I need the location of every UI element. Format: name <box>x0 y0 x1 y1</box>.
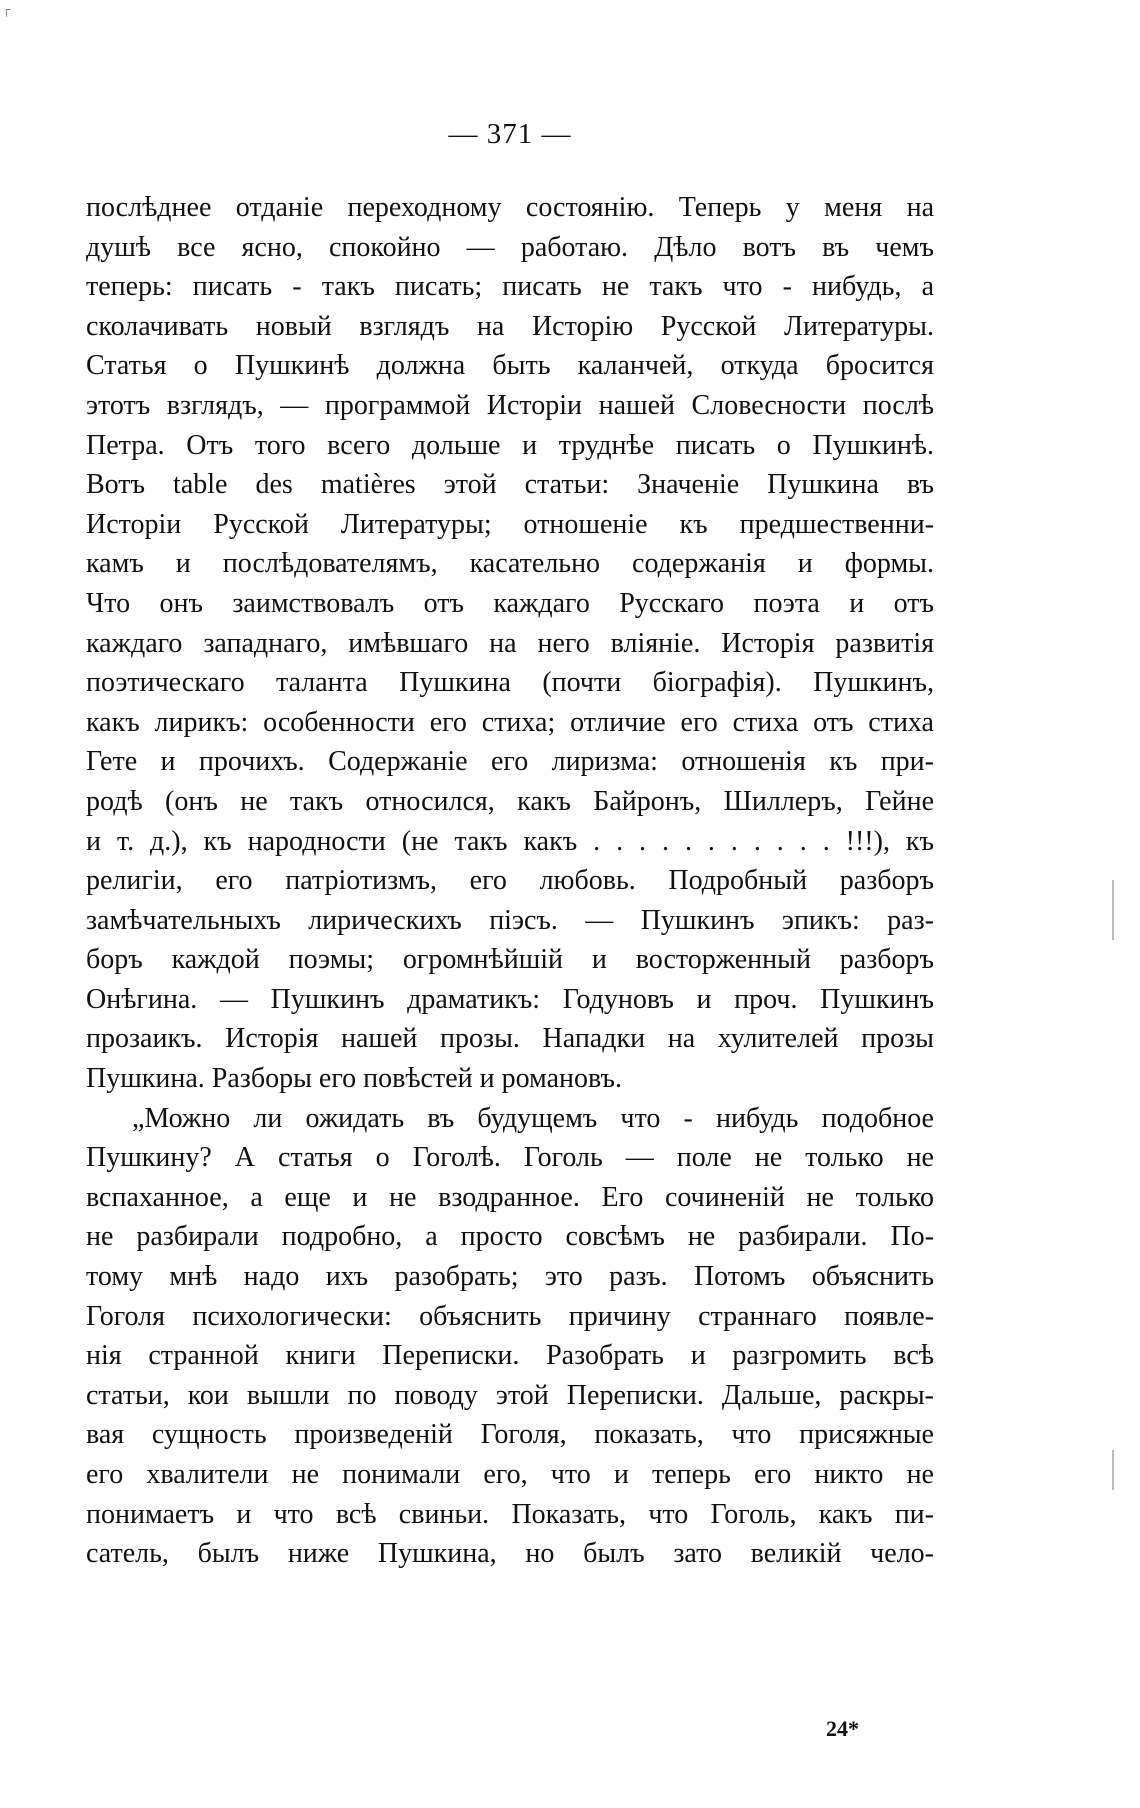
text-line: душѣ все ясно, спокойно — работаю. Дѣло вотъ въ чемъ <box>86 231 934 263</box>
page-number: — 371 — <box>448 118 572 150</box>
text-line: и т. д.), къ народности (не такъ какъ . . . . . . . . . . . !!!), къ <box>86 825 934 857</box>
signature-mark: 24* <box>826 1716 859 1741</box>
scan-corner-mark: ┌ <box>2 2 11 16</box>
text-line: тому мнѣ надо ихъ разобрать; это разъ. Потомъ объяснить <box>86 1261 934 1293</box>
text-line: Статья о Пушкинѣ должна быть каланчей, откуда бросится <box>86 350 934 382</box>
text-line: послѣднее отданіе переходному состоянію. Теперь у меня на <box>86 192 934 223</box>
text-line: этотъ взглядъ, — программой Исторіи нашей Словесности послѣ <box>86 389 934 421</box>
text-line: статьи, кои вышли по поводу этой Переписки. Дальше, раскры- <box>86 1379 934 1411</box>
text-line: Вотъ table des matières этой статьи: Значеніе Пушкина въ <box>86 469 934 501</box>
text-line: Что онъ заимствовалъ отъ каждаго Русскаго поэта и отъ <box>86 587 934 619</box>
text-line: религіи, его патріотизмъ, его любовь. Подробный разборъ <box>86 865 934 897</box>
body-text <box>86 188 934 1574</box>
text-line: его хвалители не понимали его, что и теперь его никто не <box>86 1459 934 1490</box>
text-line: понимаетъ и что всѣ свиньи. Показать, что Гоголь, какъ пи- <box>86 1498 934 1530</box>
text-line: боръ каждой поэмы; огромнѣйшій и восторженный разборъ <box>86 944 934 976</box>
text-line: каждаго западнаго, имѣвшаго на него вліяніе. Исторія развитія <box>86 627 934 659</box>
text-line: родѣ (онъ не такъ относился, какъ Байронъ, Шиллеръ, Гейне <box>86 785 934 817</box>
text-line: вая сущность произведеній Гоголя, показать, что присяжные <box>86 1419 934 1451</box>
text-line: замѣчательныхъ лирическихъ піэсъ. — Пушкинъ эпикъ: раз- <box>86 904 934 936</box>
text-line: теперь: писать - такъ писать; писать не такъ что - нибудь, а <box>86 271 934 303</box>
text-line: Гете и прочихъ. Содержаніе его лиризма: отношенія къ при- <box>86 746 934 778</box>
text-line: не разбирали подробно, а просто совсѣмъ не разбирали. По- <box>86 1221 934 1253</box>
text-line: нія странной книги Переписки. Разобрать и разгромить всѣ <box>86 1340 934 1372</box>
text-line: поэтическаго таланта Пушкина (почти біографія). Пушкинъ, <box>86 667 934 699</box>
text-line: Пушкину? А статья о Гоголѣ. Гоголь — поле не только не <box>86 1142 934 1174</box>
text-line: какъ лирикъ: особенности его стиха; отличие его стиха отъ стиха <box>86 706 934 738</box>
text-line: сатель, былъ ниже Пушкина, но былъ зато великій чело- <box>86 1538 934 1570</box>
text-line: вспаханное, а еще и не взодранное. Его сочиненій не только <box>86 1181 934 1213</box>
text-line: Онѣгина. — Пушкинъ драматикъ: Годуновъ и проч. Пушкинъ <box>86 983 934 1015</box>
margin-scan-line <box>1112 880 1114 940</box>
text-line: Исторіи Русской Литературы; отношеніе къ предшественни- <box>86 508 934 540</box>
text-line: Гоголя психологически: объяснить причину страннаго появле- <box>86 1300 934 1332</box>
text-line: „Можно ли ожидать въ будущемъ что - нибудь подобное <box>132 1102 934 1134</box>
text-line: прозаикъ. Исторія нашей прозы. Нападки на хулителей прозы <box>86 1023 934 1055</box>
margin-scan-line <box>1112 1450 1114 1490</box>
text-line: Петра. Отъ того всего дольше и труднѣе писать о Пушкинѣ. <box>86 429 934 461</box>
text-line: Пушкина. Разборы его повѣстей и романовъ. <box>86 1063 622 1095</box>
text-line: сколачивать новый взглядъ на Исторію Русской Литературы. <box>86 310 934 342</box>
text-line: камъ и послѣдователямъ, касательно содержанія и формы. <box>86 548 934 580</box>
